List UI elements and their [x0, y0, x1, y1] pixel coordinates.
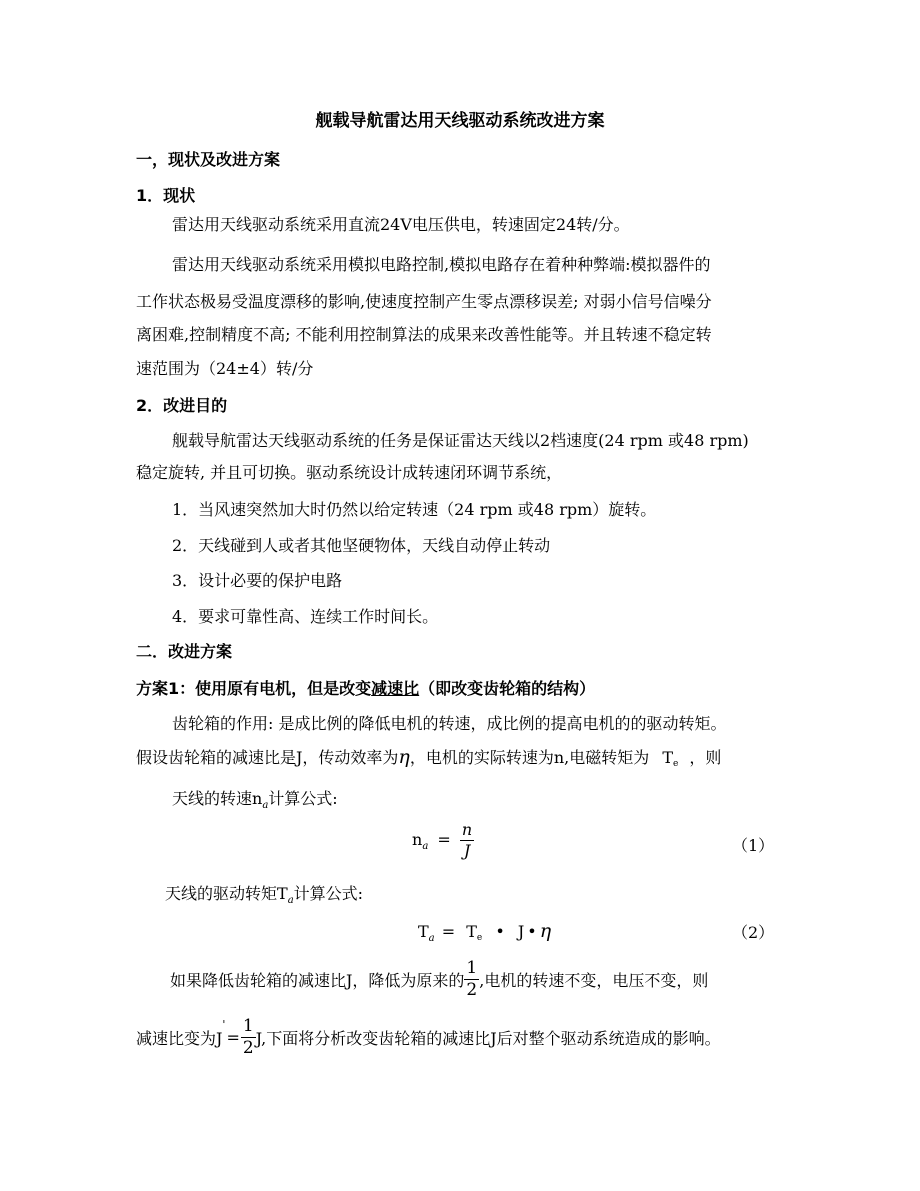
eq1-lhs-subscript: a	[422, 841, 429, 852]
eq1-lhs: n	[412, 830, 423, 849]
eq2-te: T	[466, 922, 477, 941]
plan-1-suffix: （即改变齿轮箱的结构）	[419, 679, 596, 698]
half-denominator: 2	[242, 1038, 254, 1058]
list-item: 2．天线碰到人或者其他坚硬物体，天线自动停止转动	[172, 536, 551, 555]
equation-1-label: （1）	[732, 836, 775, 855]
plan-1-prefix: 方案1：使用原有电机，但是改变	[136, 679, 372, 698]
eq2-equals: =	[441, 922, 456, 941]
list-item: 4．要求可靠性高、连续工作时间长。	[172, 607, 439, 626]
te-subscript: e	[672, 759, 679, 769]
heading-2: 二．改进方案	[136, 642, 233, 661]
half-numerator: 1	[466, 958, 478, 978]
eq2-dot: •	[527, 922, 537, 941]
half-fraction-2	[241, 1018, 256, 1057]
gear-line-2-part-c: ，则	[689, 748, 722, 767]
eta-symbol: η	[398, 746, 410, 768]
last-line-1-part-a: 如果降低齿轮箱的减速比J，降低为原来的	[170, 971, 465, 990]
eq1-fraction	[460, 822, 474, 859]
eq1-numerator: n	[461, 820, 473, 839]
s1-paragraph-2-line-4: 速范围为（24±4）转/分	[136, 359, 314, 378]
last-paragraph-line-1	[170, 960, 708, 999]
eq2-j: J	[517, 922, 525, 941]
equation-2-label: （2）	[732, 923, 775, 942]
plan-1-heading	[136, 676, 595, 699]
gear-line-2-part-b: ，电机的实际转速为n,电磁转矩为	[409, 748, 650, 767]
ta-subscript: a	[287, 895, 294, 906]
half-denominator: 2	[466, 980, 478, 1000]
last-paragraph-line-2	[136, 1018, 721, 1057]
plan-1-underlined: 减速比	[371, 679, 420, 698]
na-subscript: a	[262, 800, 269, 811]
eq2-lhs: T	[418, 922, 429, 941]
last-line-2-equals: =	[226, 1028, 240, 1047]
last-line-2-part-a: 减速比变为J	[136, 1029, 223, 1048]
s1-paragraph-1: 雷达用天线驱动系统采用直流24V电压供电，转速固定24转/分。	[172, 215, 630, 234]
prime-mark: '	[222, 1018, 226, 1031]
eq1-denominator: J	[463, 841, 471, 860]
page-title: 舰载导航雷达用天线驱动系统改进方案	[315, 111, 605, 131]
gear-paragraph-line-2	[136, 745, 721, 768]
ta-intro-text: 天线的驱动转矩T	[165, 884, 288, 903]
gear-paragraph-line-1: 齿轮箱的作用: 是成比例的降低电机的转速，成比例的提高电机的的驱动转矩。	[172, 714, 727, 733]
section-1-heading: 1．现状	[136, 186, 196, 205]
heading-1: 一，现状及改进方案	[136, 150, 281, 169]
s2-paragraph-line-1: 舰载导航雷达天线驱动系统的任务是保证雷达天线以2档速度(24 rpm 或48 rpm)	[172, 431, 749, 450]
equation-2	[418, 920, 551, 942]
na-intro-text: 天线的转速n	[172, 789, 263, 808]
gear-line-2-part-a: 假设齿轮箱的减速比是J，传动效率为	[136, 748, 399, 767]
s1-paragraph-2-line-1: 雷达用天线驱动系统采用模拟电路控制,模拟电路存在着种种弊端:模拟器件的	[172, 255, 711, 274]
s1-paragraph-2-line-3: 离困难,控制精度不高; 不能利用控制算法的成果来改善性能等。并且转速不稳定转	[136, 325, 712, 344]
list-item: 3．设计必要的保护电路	[172, 571, 343, 590]
half-numerator: 1	[242, 1016, 254, 1036]
s2-paragraph-line-2: 稳定旋转, 并且可切换。驱动系统设计成转速闭环调节系统，	[136, 463, 563, 482]
eq2-dot: •	[495, 922, 505, 941]
na-intro	[172, 786, 338, 809]
last-line-1-part-b: ,电机的转速不变，电压不变，则	[479, 971, 709, 990]
section-2-heading: 2．改进目的	[136, 396, 228, 415]
list-item: 1．当风速突然加大时仍然以给定转速（24 rpm 或48 rpm）旋转。	[172, 500, 657, 519]
ta-intro-text-b: 计算公式:	[293, 884, 364, 903]
s1-paragraph-2-line-2: 工作状态极易受温度漂移的影响,使速度控制产生零点漂移误差; 对弱小信号信噪分	[136, 292, 712, 311]
na-intro-text-b: 计算公式:	[268, 789, 338, 808]
half-fraction	[464, 960, 479, 999]
eq2-lhs-subscript: a	[428, 933, 435, 944]
last-line-2-part-b: J,下面将分析改变齿轮箱的减速比J后对整个驱动系统造成的影响。	[255, 1029, 721, 1048]
equation-1	[412, 822, 474, 859]
eq2-eta: η	[539, 920, 552, 942]
te-symbol: T	[662, 748, 673, 767]
ta-intro	[165, 881, 363, 904]
eq2-te-subscript: e	[476, 933, 483, 943]
eq1-equals: =	[437, 830, 451, 849]
